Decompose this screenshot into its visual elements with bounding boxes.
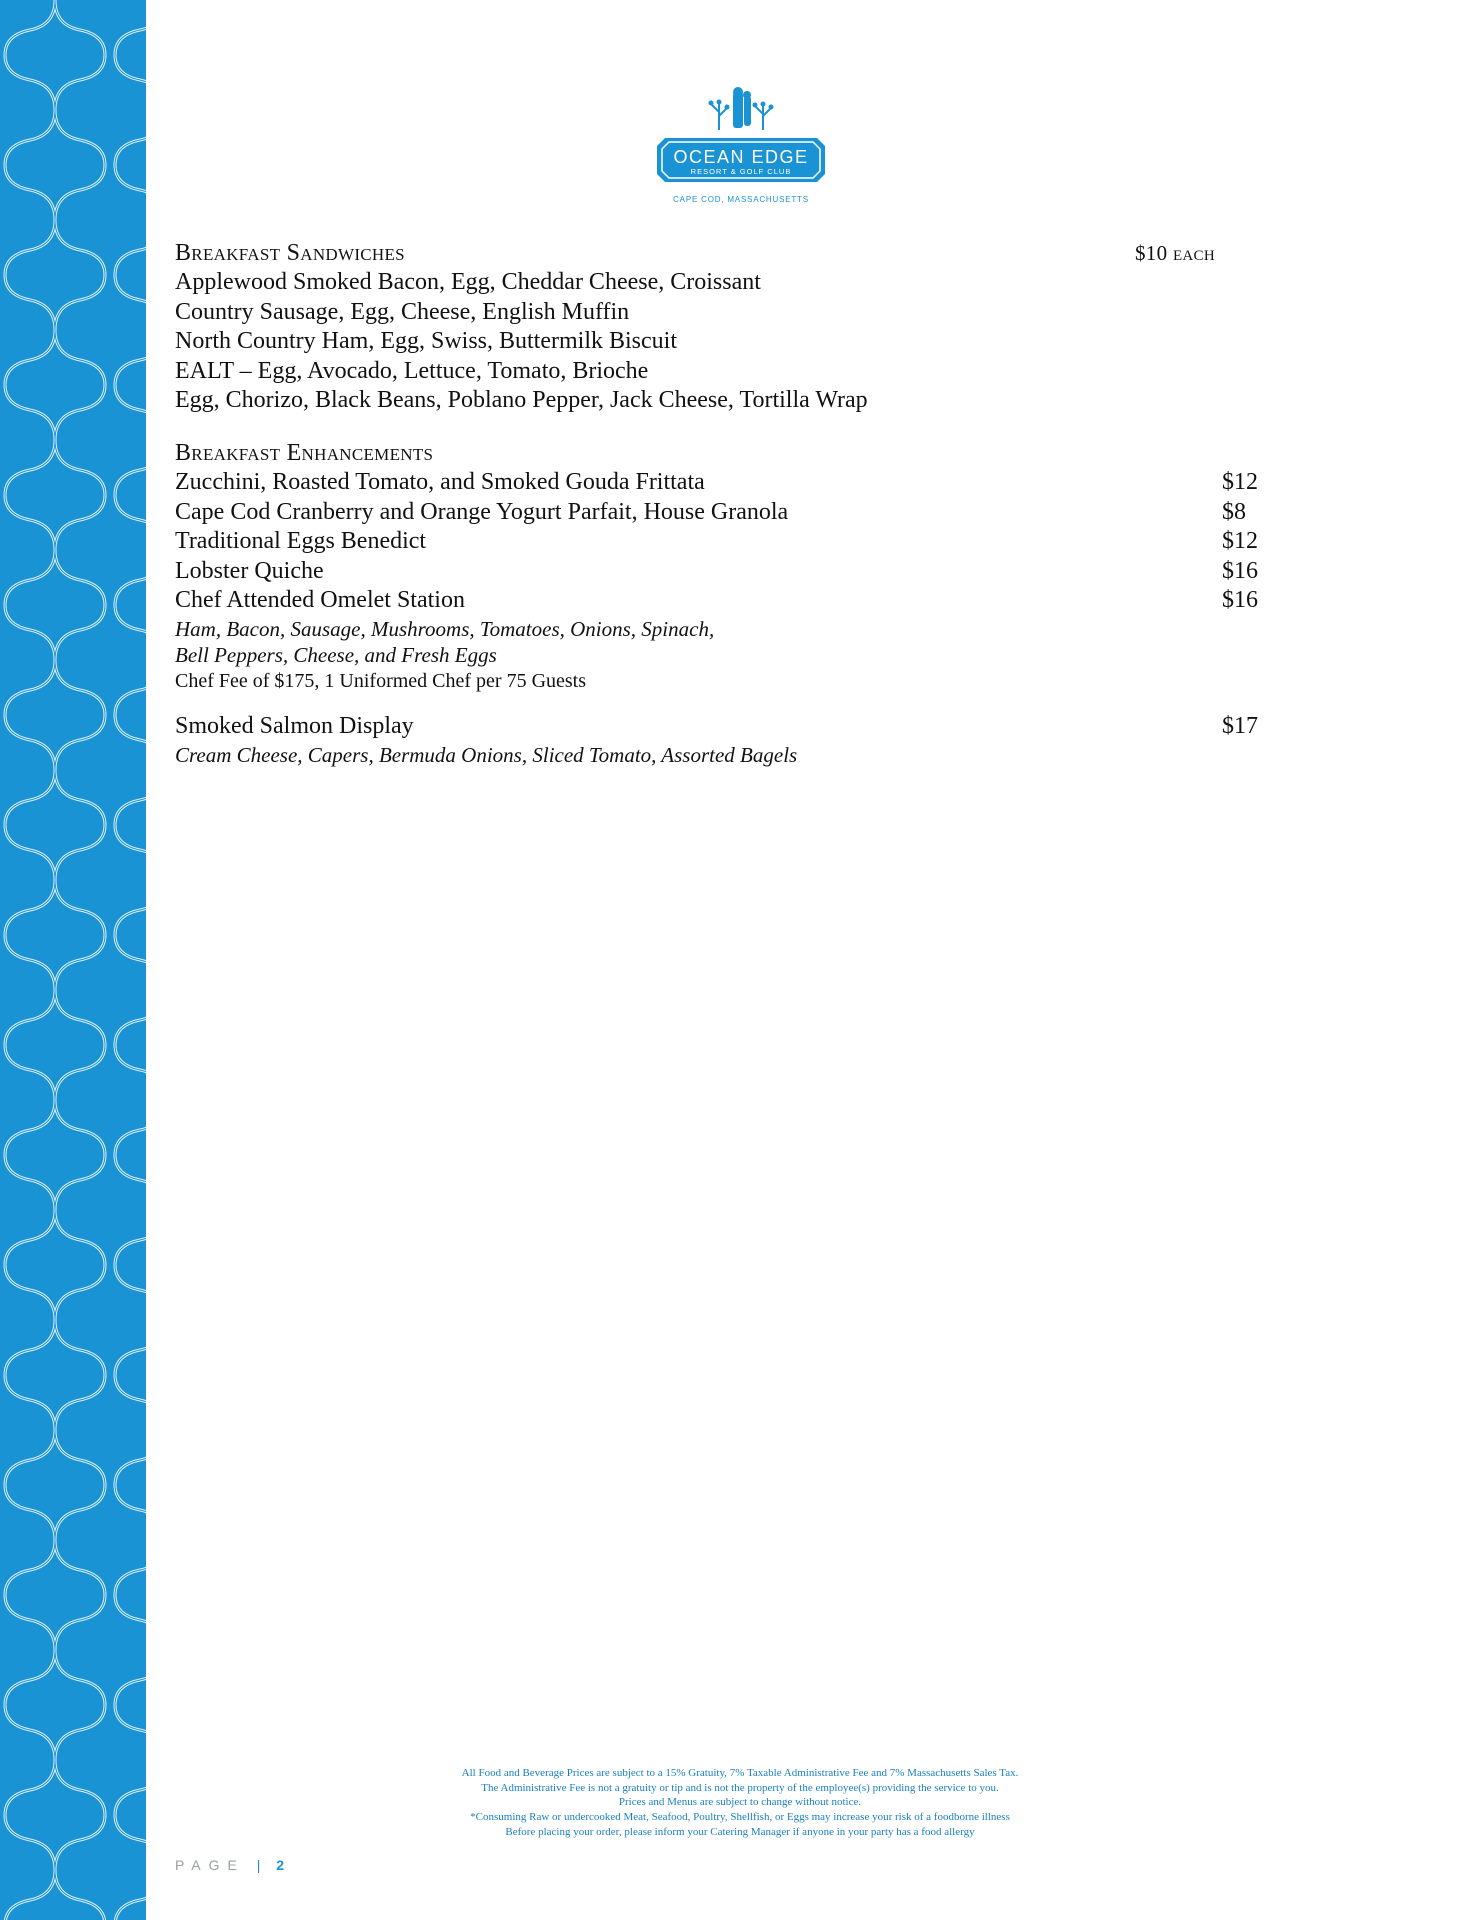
lattice-pattern — [0, 0, 146, 1920]
footer-line: Prices and Menus are subject to change without notice. — [618, 1796, 862, 1809]
menu-item: Country Sausage, Egg, Cheese, English Muffin — [175, 298, 630, 325]
section-price: $10 each — [1135, 241, 1215, 265]
item-price: $8 — [1222, 498, 1246, 525]
menu-item — [175, 557, 1275, 587]
logo-location: CAPE COD, MASSACHUSETTS — [673, 195, 809, 204]
ocean-edge-logo — [653, 86, 829, 210]
item-price: $16 — [1222, 557, 1258, 584]
item-name: Traditional Eggs Benedict — [175, 528, 427, 555]
footer-line: All Food and Beverage Prices are subject to a 15% Gratuity, 7% Taxable Administrative Fee and 7% Massachusetts Sales Tax. — [461, 1767, 1019, 1779]
menu-item — [175, 527, 1275, 557]
footer-line: *Consuming Raw or undercooked Meat, Seafood, Poultry, Shellfish, or Eggs may increase your risk of a foodborne illness — [470, 1811, 1010, 1824]
menu-item: North Country Ham, Egg, Swiss, Buttermilk Biscuit — [175, 328, 677, 355]
item-price: $17 — [1222, 712, 1258, 739]
item-name: Lobster Quiche — [175, 557, 324, 584]
item-name: Cape Cod Cranberry and Orange Yogurt Parfait, House Granola — [175, 498, 789, 525]
menu-item — [175, 712, 1275, 742]
menu-item: Applewood Smoked Bacon, Egg, Cheddar Cheese, Croissant — [175, 269, 761, 295]
menu-item — [175, 498, 1275, 528]
item-name: Zucchini, Roasted Tomato, and Smoked Gouda Frittata — [175, 468, 705, 495]
item-price: $16 — [1222, 587, 1258, 614]
item-description: Cream Cheese, Capers, Bermuda Onions, Sliced Tomato, Assorted Bagels — [175, 742, 798, 767]
section-title: Breakfast Enhancements — [175, 439, 434, 466]
section-title: Breakfast Sandwiches — [175, 240, 405, 266]
logo-name: OCEAN EDGE — [673, 147, 809, 167]
logo-tagline: RESORT & GOLF CLUB — [690, 167, 792, 176]
page-number-label — [175, 1857, 284, 1873]
section-heading-sandwiches — [175, 238, 1275, 268]
footer-line: The Administrative Fee is not a gratuity or tip and is not the property of the employee(s) providing the service to you. — [481, 1781, 999, 1794]
menu-item — [175, 468, 1275, 498]
menu-item: EALT – Egg, Avocado, Lettuce, Tomato, Brioche — [175, 357, 649, 384]
item-description: Ham, Bacon, Sausage, Mushrooms, Tomatoes, Onions, Spinach, — [175, 616, 715, 641]
item-price: $12 — [1222, 528, 1258, 555]
page-word: PAGE — [175, 1857, 245, 1873]
page-separator: | — [256, 1857, 265, 1873]
item-price: $12 — [1222, 468, 1258, 495]
item-name: Smoked Salmon Display — [175, 712, 414, 739]
chef-fee-note: Chef Fee of $175, 1 Uniformed Chef per 75 Guests — [175, 669, 587, 692]
section-heading-enhancements — [175, 438, 1275, 468]
item-description: Bell Peppers, Cheese, and Fresh Eggs — [175, 642, 497, 667]
menu-item: Egg, Chorizo, Black Beans, Poblano Pepper, Jack Cheese, Tortilla Wrap — [175, 387, 868, 414]
page-number: 2 — [276, 1857, 285, 1873]
menu-content — [175, 238, 1275, 768]
item-name: Chef Attended Omelet Station — [175, 587, 465, 614]
menu-item — [175, 586, 1275, 616]
decorative-pattern-band — [0, 0, 146, 1920]
footer-disclaimer — [355, 1766, 1125, 1840]
footer-line: Before placing your order, please inform your Catering Manager if anyone in your party has a food allergy — [505, 1825, 975, 1838]
